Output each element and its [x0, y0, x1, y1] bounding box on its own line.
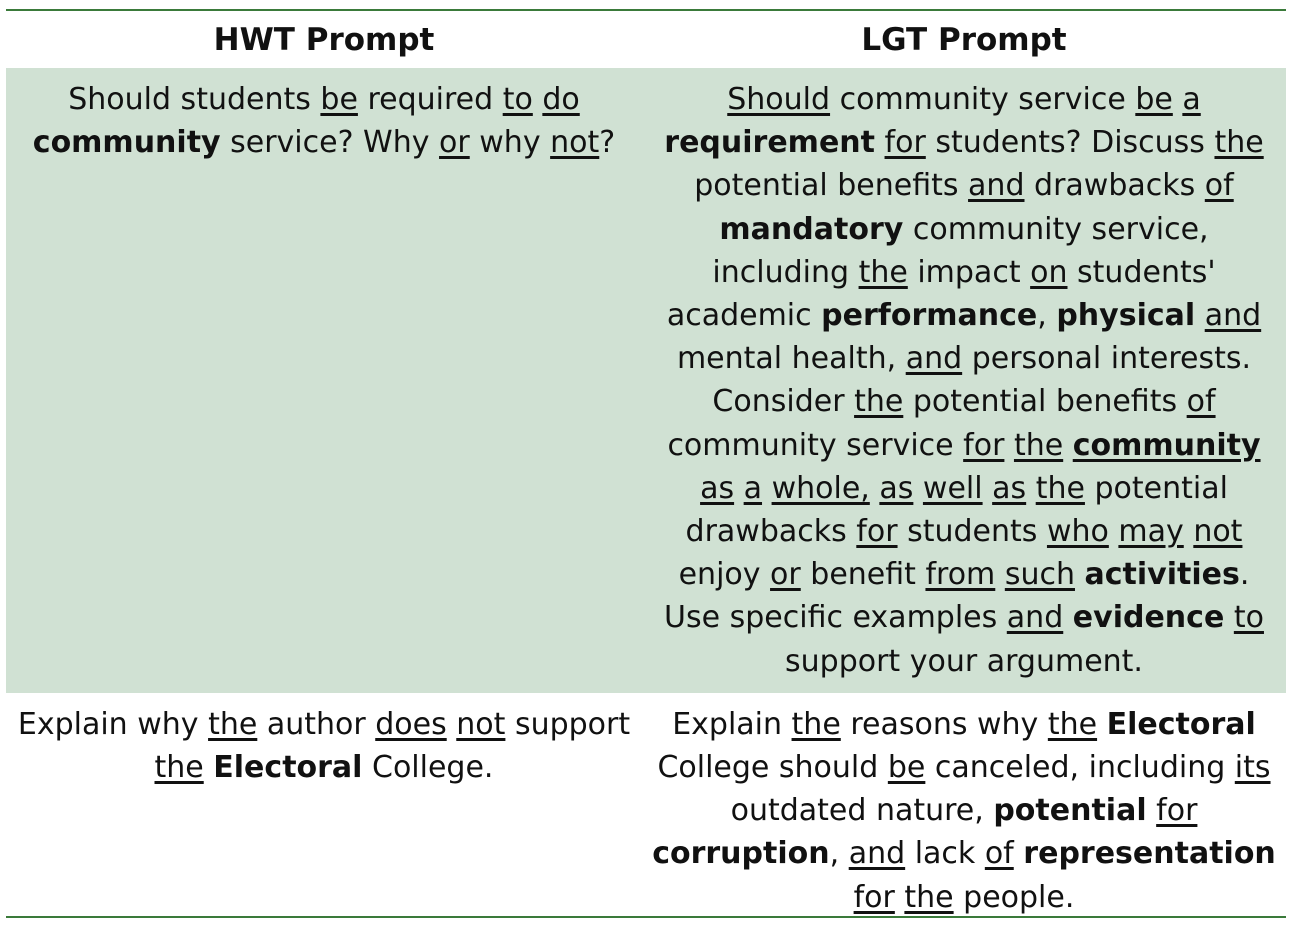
underlined-word: from: [925, 557, 996, 593]
hwt-prompt-cell: Explain why the author does not support the Electoral College.: [17, 706, 631, 786]
hwt-prompt-cell: Should students be required to do community service? Why or why not?: [6, 68, 642, 693]
comparison-table-container: [6, 0, 1286, 928]
bold-keyword: potential: [993, 793, 1147, 829]
underlined-word: as: [700, 470, 735, 506]
bold-keyword: evidence: [1072, 600, 1225, 636]
underlined-word: and: [1006, 600, 1064, 636]
underlined-word: and: [905, 341, 963, 377]
underlined-word: a: [1182, 82, 1201, 117]
underlined-word: the: [1047, 706, 1098, 742]
table-row: [6, 68, 1286, 693]
underlined-word: for: [963, 427, 1005, 463]
underlined-word: to: [1233, 600, 1264, 636]
underlined-word: as: [879, 470, 914, 506]
bold-keyword: activities: [1084, 557, 1240, 593]
underlined-word: for: [853, 879, 895, 915]
bold-keyword: mandatory: [719, 211, 904, 247]
underlined-word: well: [922, 470, 983, 506]
underlined-word: and: [1204, 298, 1262, 334]
underlined-word: does: [375, 706, 447, 742]
bold-keyword: corruption: [652, 836, 830, 872]
underlined-word: whole,: [771, 470, 870, 506]
underlined-word: not: [550, 125, 600, 161]
underlined-word: be: [887, 750, 926, 786]
underlined-word: a: [743, 470, 763, 506]
underlined-word: the: [1214, 125, 1264, 161]
underlined-word: Should: [727, 82, 831, 117]
underlined-word: and: [968, 168, 1025, 204]
underlined-word: on: [1030, 254, 1068, 290]
table-header-row: [6, 11, 1286, 68]
underlined-word: the: [791, 706, 841, 742]
bold-keyword: requirement: [664, 125, 875, 161]
lgt-prompt-cell: Should community service be a requirement for students? Discuss the potential benefits and drawbacks of mandatory community service, including the impact on students' academic performance, physical and mental health, and personal interests. Consider the potential benefits of community service for the community as a whole, as well as the potential drawbacks for students who may not enjoy or benefit from such activities. Use specific examples and evidence to support your argument.: [642, 68, 1286, 693]
underlined-word: and: [848, 836, 906, 872]
underlined-word: such: [1004, 557, 1075, 593]
underlined-word: be: [1135, 82, 1173, 117]
underlined-word: the: [854, 384, 904, 420]
underlined-word: of: [984, 836, 1014, 872]
underlined-word: its: [1234, 750, 1271, 786]
underlined-word: for: [1156, 793, 1198, 829]
header-lgt-prompt: LGT Prompt: [861, 21, 1067, 58]
bold-keyword: community: [32, 125, 221, 161]
underlined-word: the: [1035, 470, 1085, 506]
underlined-word: or: [770, 557, 801, 593]
underlined-word: or: [439, 125, 470, 161]
table-row: [6, 693, 1286, 929]
underlined-word: the: [208, 706, 258, 742]
underlined-word: of: [1204, 168, 1234, 204]
underlined-word: the: [1013, 427, 1064, 463]
bold-keyword: representation: [1023, 836, 1276, 872]
underlined-word: to: [502, 82, 533, 117]
underlined-word: the: [154, 750, 204, 786]
lgt-prompt-cell: Explain the reasons why the Electoral College should be canceled, including its outdated nature, potential for corruption, and lack of representation for the people.: [652, 706, 1276, 915]
bold-keyword: Electoral: [213, 750, 363, 786]
underlined-word: not: [456, 706, 506, 742]
underlined-word: the: [904, 879, 954, 915]
bold-keyword: performance: [821, 298, 1038, 334]
underlined-word: not: [1193, 514, 1243, 550]
underlined-word: for: [856, 514, 898, 550]
underlined-word: as: [992, 470, 1027, 506]
header-hwt-prompt: HWT Prompt: [213, 21, 435, 58]
underlined-word: do: [542, 82, 580, 117]
underlined-word: the: [858, 254, 908, 290]
underlined-word: of: [1186, 384, 1216, 420]
underlined-word: may: [1118, 514, 1184, 550]
prompt-comparison-table: [6, 11, 1286, 929]
underlined-word: be: [320, 82, 358, 117]
underlined-word: who: [1046, 514, 1109, 550]
underlined-word: for: [884, 125, 926, 161]
bold-keyword: Electoral: [1106, 706, 1256, 742]
bold-keyword: community: [1072, 427, 1261, 463]
bold-keyword: physical: [1056, 298, 1196, 334]
